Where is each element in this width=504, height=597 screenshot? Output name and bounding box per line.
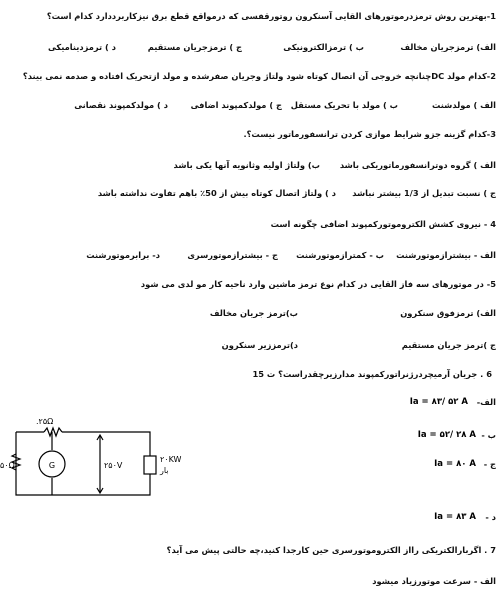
question-2: 2-کدام مولد DCچنانچه خروجی آن اتصال کوتاه شود ولتاژ وجریان صفرشده و مولد ازتحریک افتاده و صدمه نمی بیند؟ <box>22 71 496 81</box>
q3-option-c: ج ) نسبت تبدیل از 1/3 بیشتر نباشد <box>352 188 496 198</box>
q4-option-b: ب - کمترازموتورشنت <box>296 250 384 260</box>
q1-option-c: ج ) ترمزجریان مستقیم <box>147 42 242 52</box>
question-4: 4 - نیروی کشش الکتروموتورکمپوند اضافی چگونه است <box>270 219 496 229</box>
q5-option-d: د)ترمززیر سنکرون <box>221 340 298 350</box>
q6-option-c-label: ج - <box>483 459 496 469</box>
q3-option-a: الف ) گروه دوترانسفورماتوریکی باشد <box>339 160 496 170</box>
q1-option-b: ب ) ترمزالکترونیکی <box>283 42 364 52</box>
question-5: 5- در موتورهای سه فاز القایی در کدام نوع ترمز ماشین وارد ناحیه کار مو لدی می شود <box>140 279 496 289</box>
q6-option-d-value: Ia = ۸۳ A <box>434 512 476 522</box>
q4-option-a: الف - بیشترازموتورشنت <box>396 250 496 260</box>
q5-option-b: ب)ترمز جریان مخالف <box>209 308 298 318</box>
q6-option-d-label: د - <box>485 512 496 522</box>
q2-option-c: ج ) مولدکمپوند اضافی <box>190 100 282 110</box>
q6-option-b-label: ب - <box>481 430 496 440</box>
q6-option-a-label: الف- <box>476 397 496 407</box>
q4-option-c: ج - بیشترازموتورسری <box>187 250 278 260</box>
q3-option-b: ب) ولتاژ اولیه وثانویه آنها یکی باشد <box>173 160 320 170</box>
q6-option-a-value: Ia = ۸۳/ ۵۲ A <box>409 397 468 407</box>
q2-option-a: الف ) مولدشنت <box>432 100 496 110</box>
voltage-label: ۲۵۰V <box>104 461 123 470</box>
q5-option-c: ج )ترمز جریان مستقیم <box>401 340 496 350</box>
question-7: 7 . اگربارالکتریکی رااز الکتروموتورسری حین کارجدا کنید،چه حالتی پیش می آید؟ <box>166 545 496 555</box>
series-resistor-label: .۲۵Ω <box>36 417 54 426</box>
q4-option-d: د- برابرموتورشنت <box>86 250 160 260</box>
q6-option-b-value: Ia = ۵۲/ ۲۸ A <box>417 430 476 440</box>
q6-option-c-value: Ia = ۸۰ A <box>434 459 476 469</box>
question-1: 1-بهترین روش ترمزدرموتورهای القایی آسنکرون روتورقفسی که درمواقع قطع برق نیزکاربرددارد کدام است؟ <box>46 11 496 21</box>
q3-option-d: د ) ولتاژ اتصال کوتاه بیش از 50٪ باهم تفاوت نداشته باشد <box>97 188 336 198</box>
compound-generator-circuit <box>0 410 230 510</box>
q1-option-a: الف) ترمزجریان مخالف <box>400 42 496 52</box>
question-3: 3-کدام گزینه جزو شرایط موازی کردن ترانسفورماتور نیست؟. <box>243 129 496 139</box>
q2-option-b: ب ) مولد با تحریک مستقل <box>290 100 398 110</box>
series-resistor <box>44 428 62 436</box>
load-box <box>144 456 156 474</box>
load-label: ۲۰KW <box>160 455 182 464</box>
q1-option-d: د ) ترمزدینامیکی <box>47 42 116 52</box>
q2-option-d: د ) مولدکمپوند نقصانی <box>74 100 168 110</box>
q7-option-a: الف - سرعت موتورزیاد میشود <box>372 576 496 586</box>
generator-label: G <box>48 461 56 470</box>
q5-option-a: الف) ترمزفوق سنکرون <box>400 308 496 318</box>
load-note: بار <box>160 466 169 475</box>
question-6: 6 . جریان آرمیچردرژنراتورکمپوند مدارزیرچقدراست؟ ت 15 <box>252 369 492 379</box>
shunt-resistor-label: ۵۰Ω <box>0 461 15 470</box>
